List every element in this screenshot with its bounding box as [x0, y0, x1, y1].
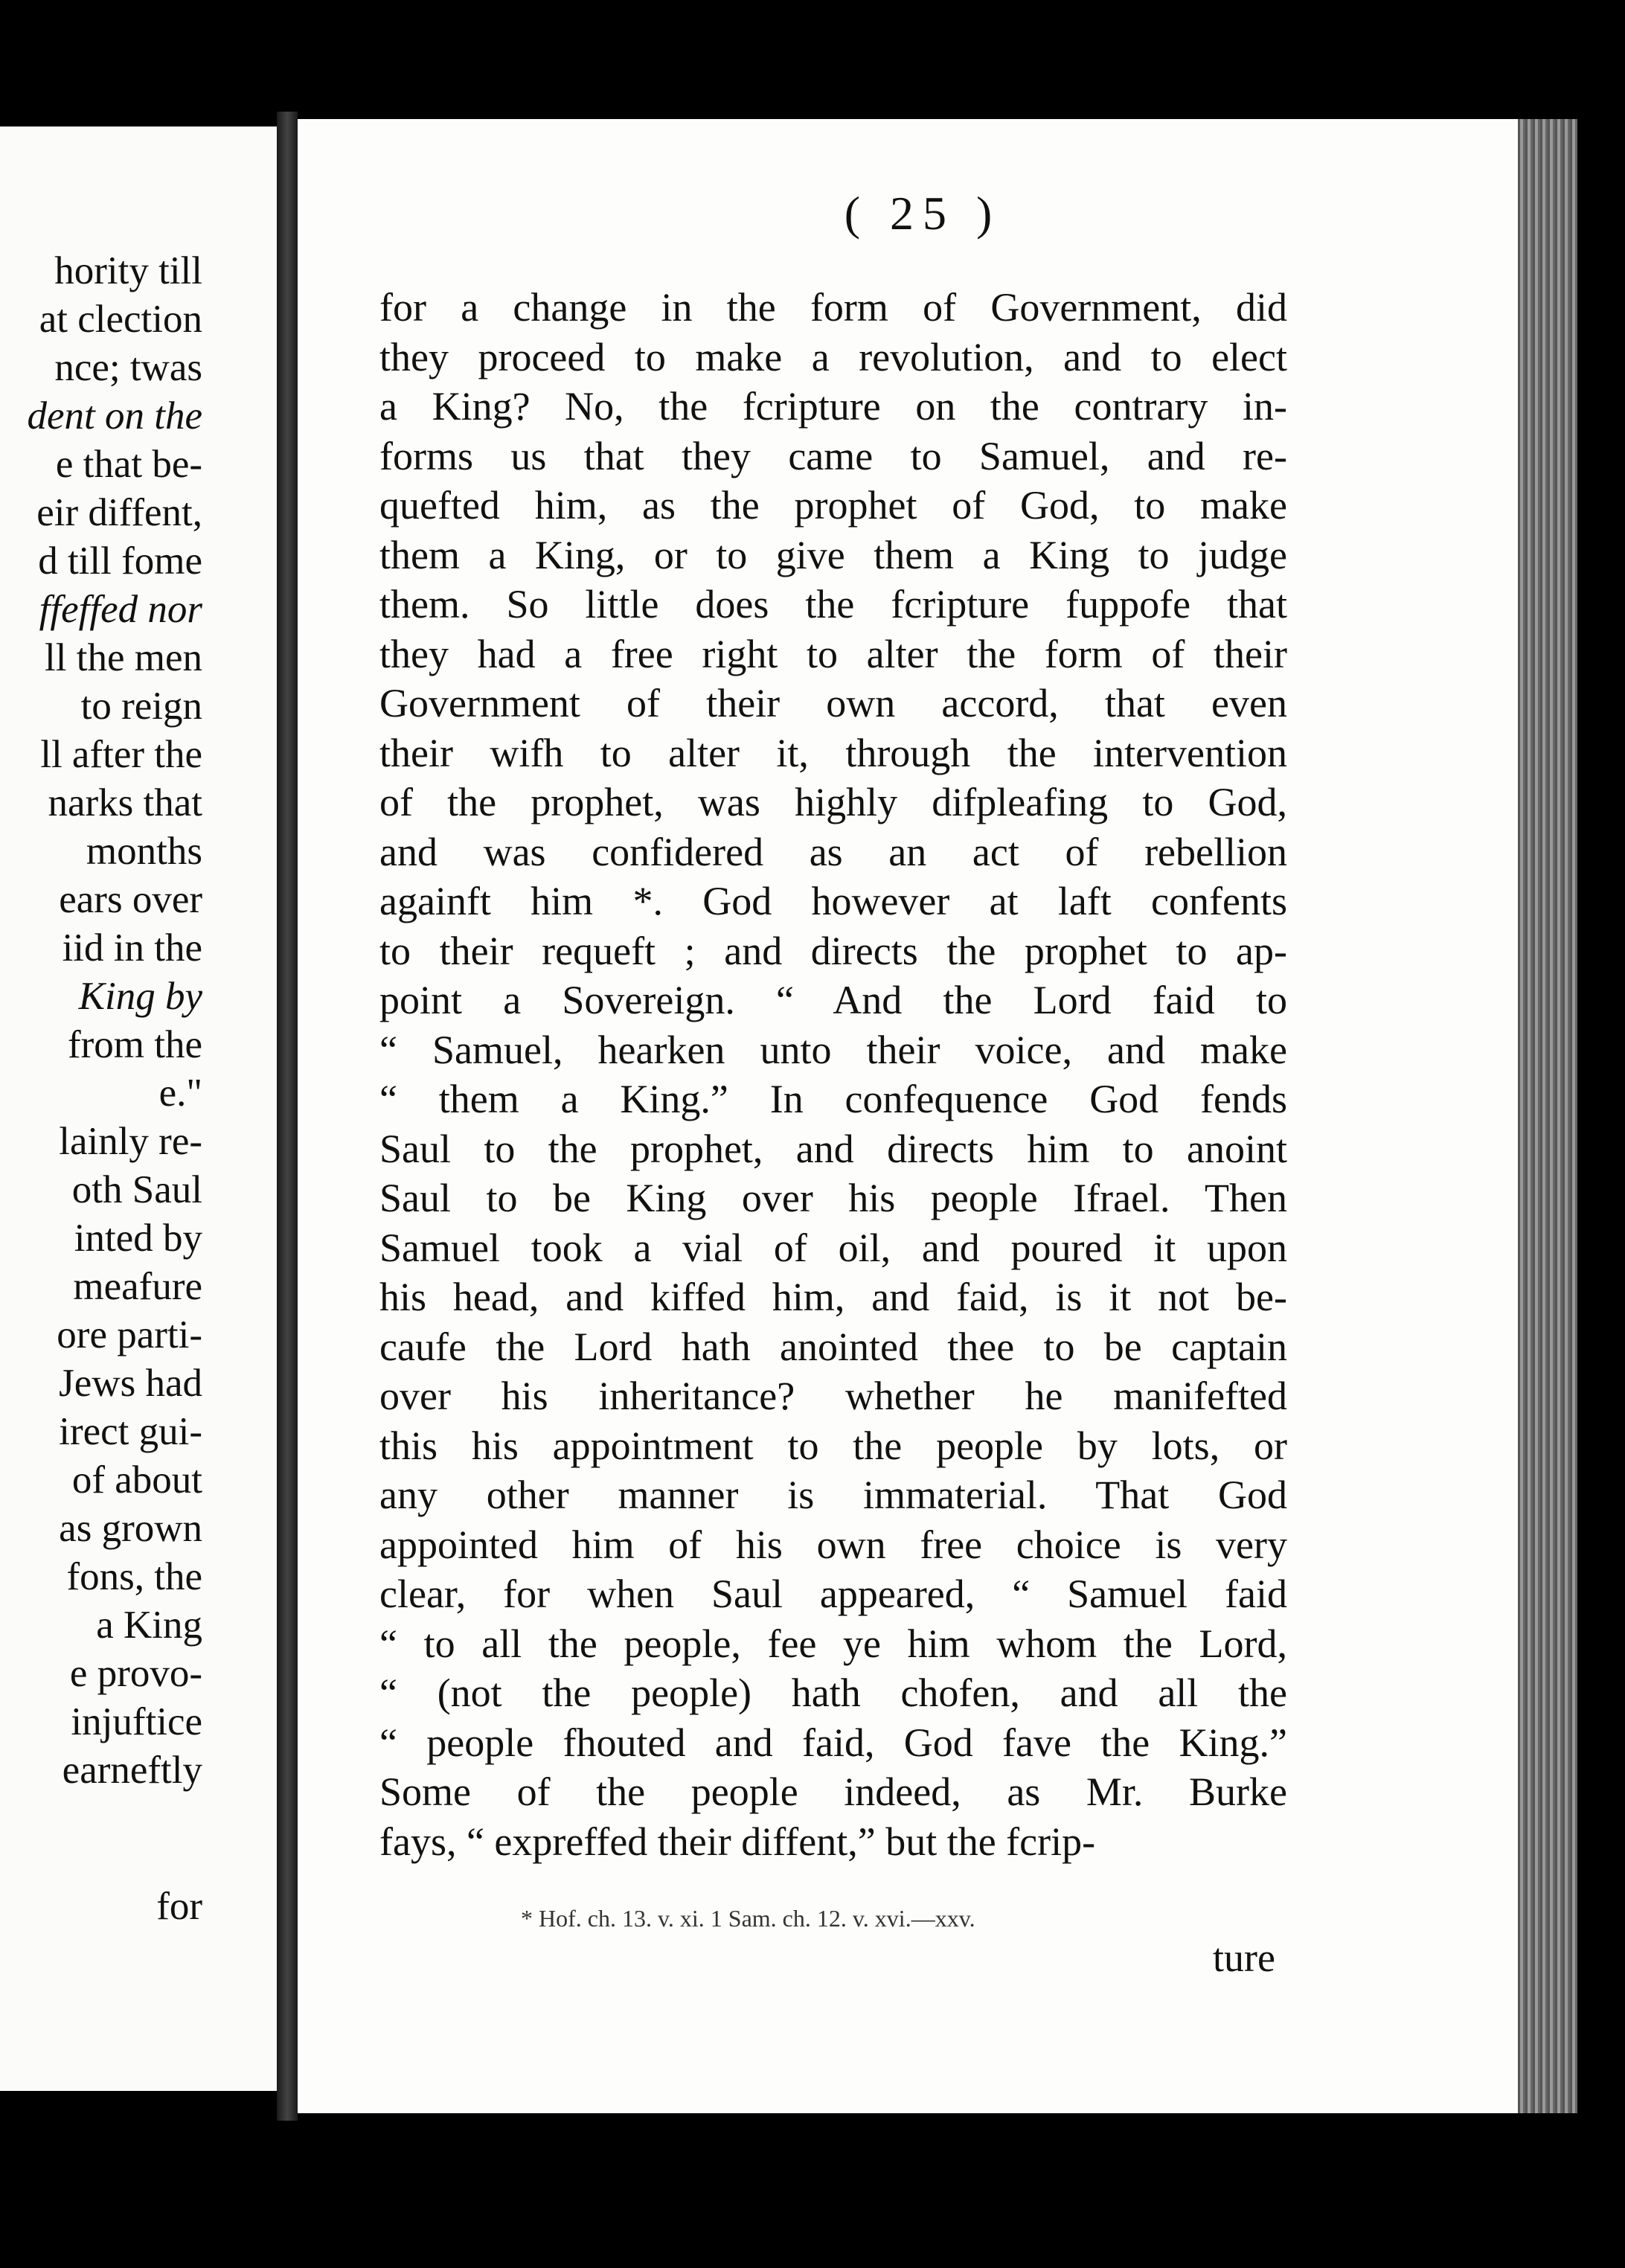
left-line: ll after the — [40, 733, 202, 776]
page-number: ( 25 ) — [844, 187, 1001, 240]
left-line: at clection — [39, 298, 202, 341]
text-line: Saul to be King over his people Ifrael. Then — [379, 1176, 1287, 1220]
text-line: “ Samuel, hearken unto their voice, and make — [379, 1027, 1287, 1072]
text-line: clear, for when Saul appeared, “ Samuel faid — [379, 1572, 1287, 1616]
text-line: “ them a King.” In confequence God fends — [379, 1077, 1287, 1121]
left-line: nce; twas — [54, 346, 202, 389]
left-line: hority till — [54, 249, 202, 292]
left-line: dent on the — [27, 394, 202, 438]
text-line: of the prophet, was highly difpleafing to God, — [379, 780, 1287, 824]
left-line: of about — [71, 1458, 202, 1502]
left-catchword: for — [156, 1885, 202, 1928]
text-line: any other manner is immaterial. That God — [379, 1473, 1287, 1517]
text-line: “ people fhouted and faid, God fave the King.” — [379, 1720, 1287, 1765]
text-line: his head, and kiffed him, and faid, is it not be- — [379, 1275, 1287, 1319]
left-line: e." — [158, 1071, 202, 1115]
left-line: d till fome — [38, 539, 202, 583]
left-line: irect gui- — [59, 1410, 202, 1453]
left-line: ears over — [59, 878, 202, 921]
left-line: eir diffent, — [36, 491, 202, 534]
footnote: * Hof. ch. 13. v. xi. 1 Sam. ch. 12. v. xvi.—xxv. — [521, 1905, 975, 1932]
text-line: they had a free right to alter the form of their — [379, 631, 1287, 676]
left-line: from the — [67, 1023, 202, 1066]
left-line: narks that — [48, 781, 202, 824]
left-line: as grown — [59, 1507, 202, 1550]
text-line: Government of their own accord, that even — [379, 681, 1287, 725]
left-line: a King — [96, 1604, 202, 1647]
text-line: fays, “ expreffed their diffent,” but the fcrip- — [379, 1819, 1096, 1864]
right-page — [298, 119, 1548, 2113]
left-line: e provo- — [69, 1652, 202, 1695]
left-page-text — [0, 247, 202, 1795]
text-line: this his appointment to the people by lots, or — [379, 1423, 1287, 1468]
text-line: “ to all the people, fee ye him whom the Lord, — [379, 1621, 1287, 1666]
left-line: ore parti- — [57, 1313, 202, 1356]
left-line: months — [86, 830, 202, 873]
text-line: over his inheritance? whether he manifefted — [379, 1374, 1287, 1418]
text-line: them. So little does the fcripture fuppofe that — [379, 582, 1287, 627]
left-line: e that be- — [55, 443, 202, 486]
page-edge — [1518, 119, 1577, 2113]
text-line: their wifh to alter it, through the intervention — [379, 730, 1287, 775]
text-line: appointed him of his own free choice is very — [379, 1522, 1287, 1567]
left-line: injuftice — [71, 1700, 202, 1743]
text-line: Saul to the prophet, and directs him to anoint — [379, 1126, 1287, 1171]
text-line: “ (not the people) hath chofen, and all the — [379, 1670, 1287, 1715]
text-line: point a Sovereign. “ And the Lord faid to — [379, 978, 1287, 1022]
text-line: and was confidered as an act of rebellion — [379, 829, 1287, 874]
text-line: to their requeft ; and directs the prophet to ap- — [379, 928, 1287, 973]
text-line: Samuel took a vial of oil, and poured it upon — [379, 1225, 1287, 1270]
text-line: againft him *. God however at laft confents — [379, 879, 1287, 923]
left-line: ll the men — [45, 636, 202, 679]
left-line: fons, the — [66, 1555, 202, 1598]
text-line: they proceed to make a revolution, and to elect — [379, 334, 1287, 379]
left-line: inted by — [74, 1217, 202, 1260]
left-line: earneftly — [62, 1749, 202, 1792]
catchword: ture — [1213, 1935, 1275, 1980]
text-line: them a King, or to give them a King to judge — [379, 532, 1287, 577]
text-line: quefted him, as the prophet of God, to make — [379, 483, 1287, 528]
left-line: Jews had — [59, 1362, 202, 1405]
left-line: ffeffed nor — [39, 588, 202, 631]
text-line: caufe the Lord hath anointed thee to be captain — [379, 1324, 1287, 1369]
left-line: oth Saul — [71, 1168, 202, 1211]
left-line: meafure — [73, 1265, 202, 1308]
left-line: iid in the — [62, 926, 202, 970]
body-text — [379, 283, 1287, 1866]
text-line: for a change in the form of Government, did — [379, 285, 1287, 330]
left-line: to reign — [80, 685, 202, 728]
text-line: forms us that they came to Samuel, and re- — [379, 433, 1287, 478]
text-line: Some of the people indeed, as Mr. Burke — [379, 1769, 1287, 1814]
left-line: lainly re- — [59, 1120, 202, 1163]
left-page — [0, 126, 277, 2091]
left-line: King by — [78, 975, 202, 1018]
text-line: a King? No, the fcripture on the contrary in- — [379, 384, 1287, 429]
book-gutter — [277, 112, 298, 2121]
